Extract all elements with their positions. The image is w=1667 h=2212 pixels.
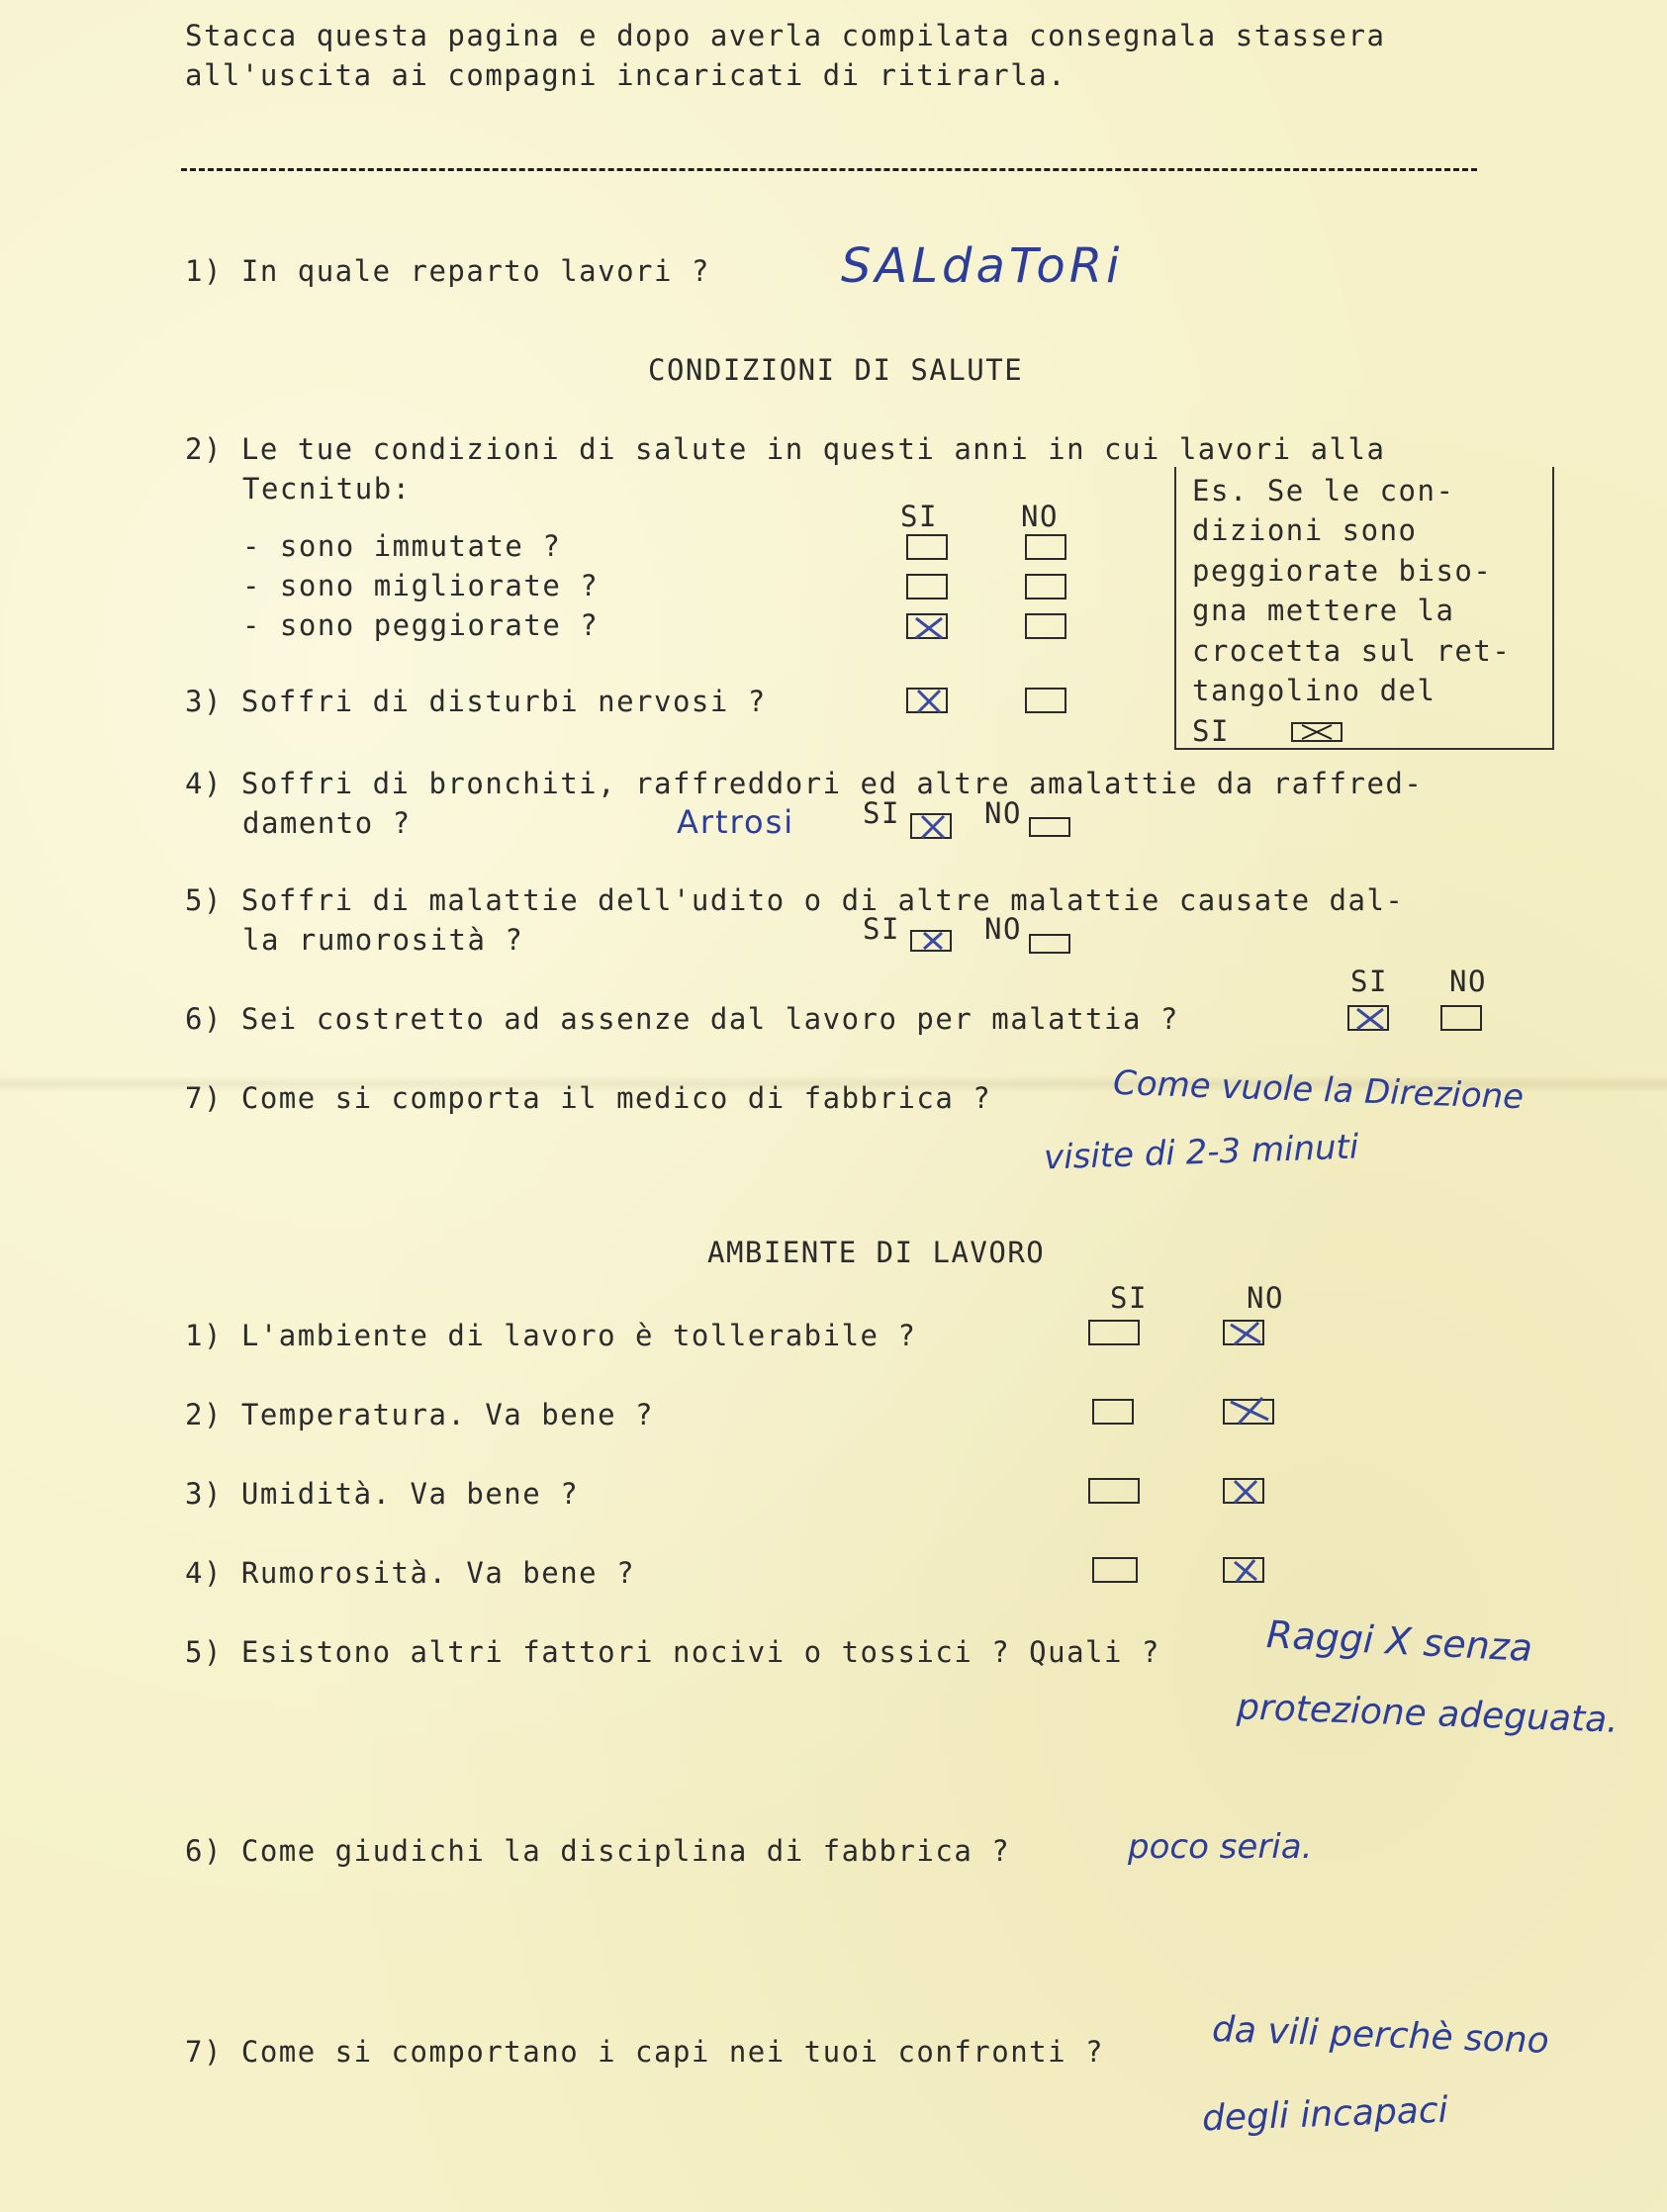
column-no-label: NO — [1021, 500, 1059, 533]
checkbox-nervosi-no[interactable] — [1025, 688, 1066, 713]
note-cross-icon — [1296, 723, 1338, 741]
q4-si-label: SI — [863, 796, 900, 830]
option-peggiorate: - sono peggiorate ? — [242, 608, 600, 642]
ambiente-question-3: 3) Umidità. Va bene ? — [185, 1477, 580, 1511]
ambiente-question-6: 6) Come giudichi la disciplina di fabbrica ? — [185, 1834, 1011, 1868]
answer-capi-line-2[interactable]: degli incapaci — [1201, 2089, 1449, 2140]
note-line-1: Es. Se le con- — [1192, 474, 1455, 507]
question-5-line-2: la rumorosità ? — [242, 923, 524, 957]
tear-line — [181, 168, 1477, 171]
checkbox-ambiente-3-si[interactable] — [1088, 1478, 1140, 1504]
cross-mark-icon — [1349, 1006, 1391, 1032]
question-4-line-1: 4) Soffri di bronchiti, raffreddori ed altre amalattie da raffred- — [185, 767, 1424, 800]
ambiente-col-no: NO — [1247, 1281, 1284, 1315]
q5-no-label: NO — [984, 912, 1022, 946]
note-line-4: gna mettere la — [1192, 594, 1455, 627]
answer-fattori-line-2[interactable]: protezione adeguata. — [1236, 1687, 1620, 1741]
column-si-label: SI — [900, 500, 938, 533]
q6-no-label: NO — [1449, 965, 1487, 998]
q4-no-label: NO — [984, 796, 1022, 830]
checkbox-migliorate-no[interactable] — [1025, 574, 1066, 599]
cross-mark-icon — [1225, 1321, 1266, 1346]
checkbox-bronchiti-no[interactable] — [1029, 817, 1070, 837]
answer-medico-line-2[interactable]: visite di 2-3 minuti — [1043, 1127, 1360, 1178]
checkbox-ambiente-2-si[interactable] — [1092, 1399, 1134, 1425]
question-4-line-2: damento ? — [242, 806, 412, 840]
answer-medico-line-1[interactable]: Come vuole la Direzione — [1112, 1062, 1525, 1118]
checkbox-immutate-no[interactable] — [1025, 534, 1066, 560]
checkbox-immutate-si[interactable] — [906, 534, 948, 560]
checkbox-udito-no[interactable] — [1029, 934, 1070, 954]
question-reparto: 1) In quale reparto lavori ? — [185, 254, 710, 288]
cross-mark-icon — [1225, 1479, 1266, 1505]
ambiente-question-4: 4) Rumorosità. Va bene ? — [185, 1556, 636, 1590]
checkbox-ambiente-1-si[interactable] — [1088, 1320, 1140, 1345]
ambiente-question-2: 2) Temperatura. Va bene ? — [185, 1398, 654, 1431]
cross-mark-icon — [912, 814, 954, 840]
note-line-7: SI — [1192, 714, 1230, 748]
ambiente-question-1: 1) L'ambiente di lavoro è tollerabile ? — [185, 1319, 917, 1352]
q6-si-label: SI — [1350, 965, 1388, 998]
checkbox-assenze-no[interactable] — [1440, 1005, 1482, 1031]
question-2-line-1: 2) Le tue condizioni di salute in questi anni in cui lavori alla — [185, 432, 1386, 466]
section-heading-salute: CONDIZIONI DI SALUTE — [648, 353, 1024, 387]
ambiente-question-7: 7) Come si comportano i capi nei tuoi confronti ? — [185, 2035, 1105, 2069]
question-3: 3) Soffri di disturbi nervosi ? — [185, 685, 767, 718]
checkbox-migliorate-si[interactable] — [906, 574, 948, 599]
intro-line-2: all'uscita ai compagni incaricati di ritirarla. — [185, 58, 1067, 92]
checkbox-ambiente-4-si[interactable] — [1092, 1557, 1138, 1583]
cross-mark-icon — [1227, 1396, 1272, 1426]
checkbox-peggiorate-no[interactable] — [1025, 613, 1066, 639]
question-2-line-2: Tecnitub: — [242, 472, 412, 506]
cross-mark-icon — [908, 689, 950, 714]
answer-fattori-line-1[interactable]: Raggi X senza — [1265, 1612, 1534, 1671]
ambiente-col-si: SI — [1110, 1281, 1148, 1315]
note-line-5: crocetta sul ret- — [1192, 634, 1512, 668]
answer-capi-line-1[interactable]: da vili perchè sono — [1211, 2009, 1550, 2062]
answer-disciplina[interactable]: poco seria. — [1128, 1827, 1313, 1867]
intro-line-1: Stacca questa pagina e dopo averla compilata consegnala stassera — [185, 19, 1386, 52]
question-5-line-1: 5) Soffri di malattie dell'udito o di altre malattie causate dal- — [185, 883, 1405, 917]
note-line-6: tangolino del — [1192, 674, 1436, 707]
cross-mark-icon — [912, 931, 954, 951]
ambiente-question-5: 5) Esistono altri fattori nocivi o tossici ? Quali ? — [185, 1635, 1160, 1669]
note-line-3: peggiorate biso- — [1192, 554, 1493, 588]
question-7: 7) Come si comporta il medico di fabbrica ? — [185, 1081, 992, 1115]
answer-reparto[interactable]: SALdaToRi — [841, 238, 1124, 294]
note-line-2: dizioni sono — [1192, 513, 1418, 547]
q5-si-label: SI — [863, 912, 900, 946]
question-6: 6) Sei costretto ad assenze dal lavoro per malattia ? — [185, 1002, 1179, 1036]
option-immutate: - sono immutate ? — [242, 529, 562, 563]
cross-mark-icon — [908, 615, 950, 641]
section-heading-ambiente: AMBIENTE DI LAVORO — [707, 1236, 1046, 1269]
handwritten-artrosi[interactable]: Artrosi — [677, 803, 795, 841]
cross-mark-icon — [1225, 1558, 1266, 1584]
option-migliorate: - sono migliorate ? — [242, 569, 600, 602]
